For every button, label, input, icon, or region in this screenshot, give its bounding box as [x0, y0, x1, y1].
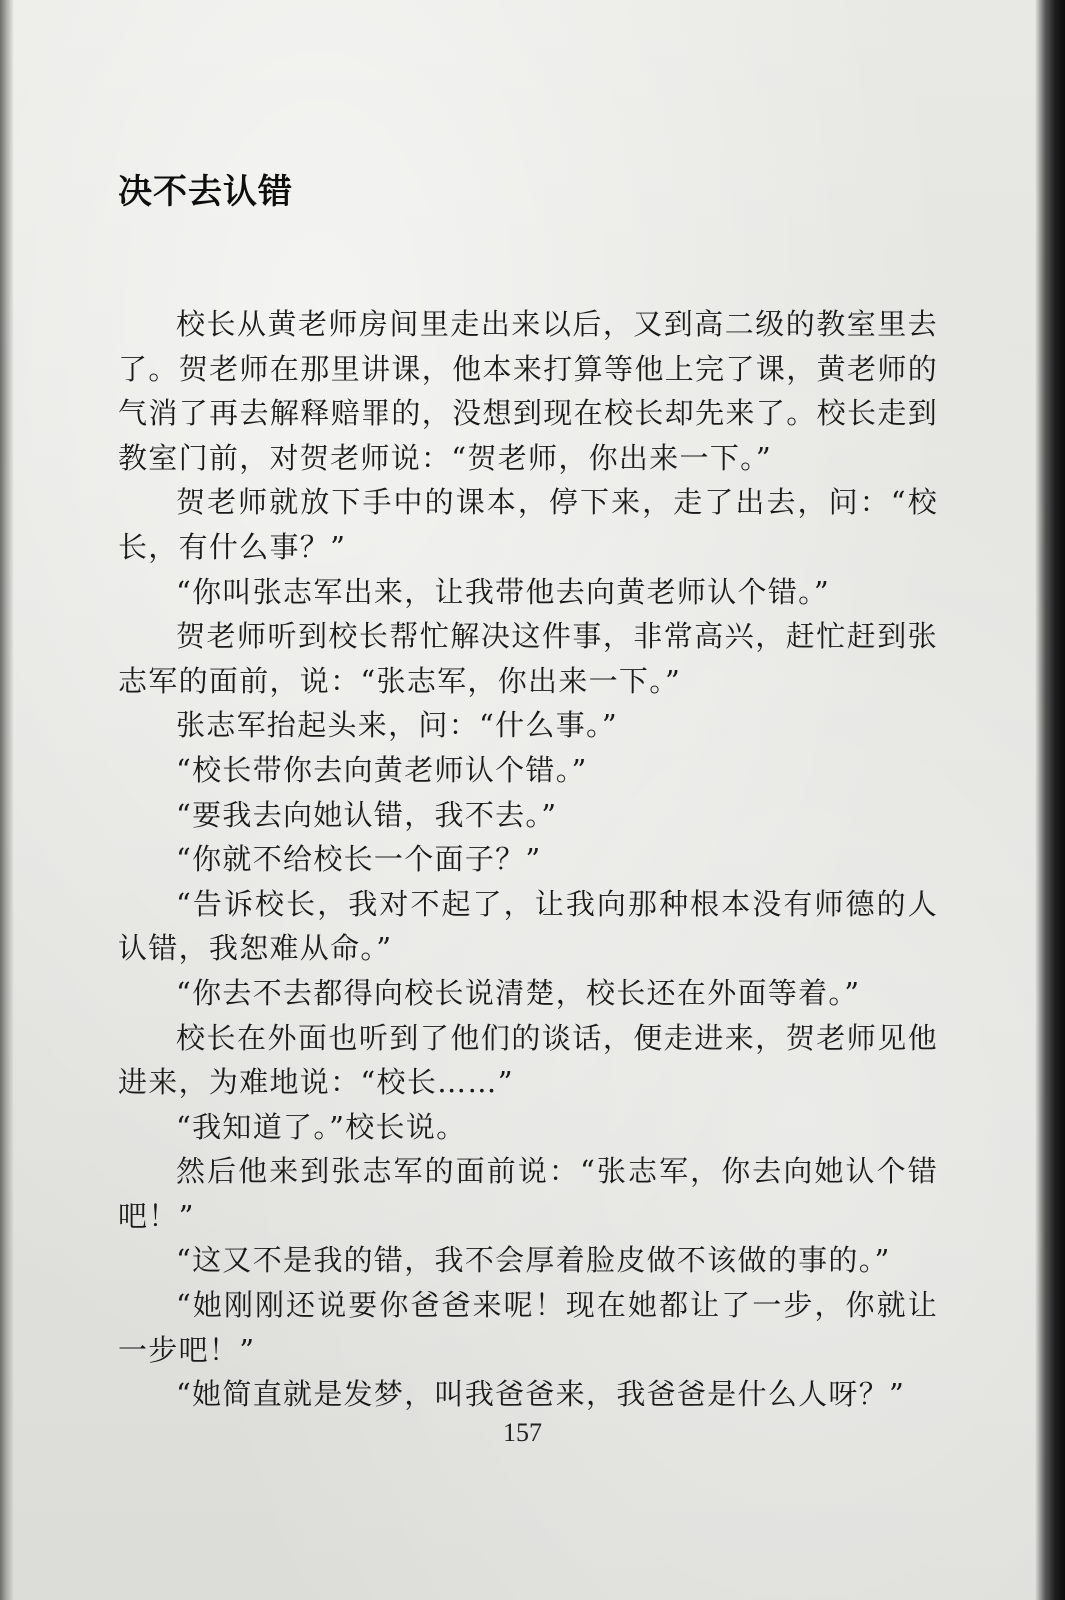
- page-content: [118, 166, 938, 1417]
- paragraph: “我知道了。”校长说。: [176, 1109, 467, 1144]
- page-left-edge: [0, 0, 14, 1600]
- paragraph: 贺老师听到校长帮忙解决这件事，非常高兴，赶忙赶到张志军的面前，说：“张志军，你出来一下。”: [118, 619, 938, 698]
- page-number: 157: [503, 1418, 542, 1447]
- paragraph: “你去不去都得向校长说清楚，校长还在外面等着。”: [176, 975, 861, 1010]
- body-text: [118, 302, 938, 1417]
- paragraph: 贺老师就放下手中的课本，停下来，走了出去，问：“校长，有什么事？”: [118, 485, 938, 564]
- paragraph: 然后他来到张志军的面前说：“张志军，你去向她认个错吧！”: [118, 1154, 938, 1233]
- paragraph: “校长带你去向黄老师认个错。”: [176, 752, 588, 787]
- paragraph: “这又不是我的错，我不会厚着脸皮做不该做的事的。”: [176, 1243, 891, 1278]
- paragraph: 校长从黄老师房间里走出来以后，又到高二级的教室里去了。贺老师在那里讲课，他本来打算等他上完了课，黄老师的气消了再去解释赔罪的，没想到现在校长却先来了。校长走到教室门前，对贺老师说：“贺老师，你出来一下。”: [118, 307, 938, 475]
- paragraph: 校长在外面也听到了他们的谈话，便走进来，贺老师见他进来，为难地说：“校长……”: [118, 1020, 938, 1100]
- paragraph: “告诉校长，我对不起了，让我向那种根本没有师德的人认错，我恕难从命。”: [118, 886, 938, 966]
- paragraph: “要我去向她认错，我不去。”: [176, 797, 558, 832]
- paragraph: “她刚刚还说要你爸爸来呢！现在她都让了一步，你就让一步吧！”: [118, 1288, 938, 1367]
- page-right-edge: [1035, 0, 1065, 1600]
- chapter-title: 决不去认错: [118, 172, 293, 212]
- paragraph: “你就不给校长一个面子？”: [176, 842, 542, 877]
- paragraph: “你叫张志军出来，让我带他去向黄老师认个错。”: [176, 574, 831, 609]
- paragraph: “她简直就是发梦，叫我爸爸来，我爸爸是什么人呀？”: [176, 1377, 906, 1412]
- paragraph: 张志军抬起头来，问：“什么事。”: [176, 708, 618, 743]
